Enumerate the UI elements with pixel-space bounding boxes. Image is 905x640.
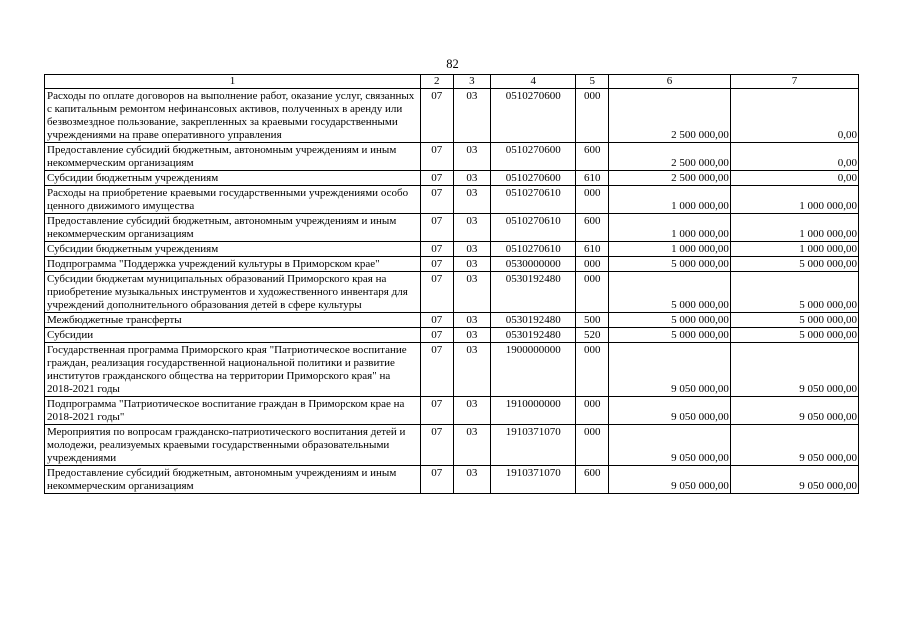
- row-expense-type: 000: [576, 397, 609, 425]
- table-row: [45, 328, 859, 343]
- row-name: Подпрограмма "Поддержка учреждений культуры в Приморском крае": [45, 257, 421, 272]
- row-target-code: 1900000000: [491, 343, 576, 397]
- row-target-code: 0510270610: [491, 186, 576, 214]
- table-row: [45, 242, 859, 257]
- row-subsection: 03: [453, 214, 491, 242]
- row-amount-2020: 2 500 000,00: [608, 89, 730, 143]
- row-section: 07: [421, 397, 454, 425]
- row-section: 07: [421, 171, 454, 186]
- row-name: Расходы по оплате договоров на выполнение работ, оказание услуг, связанных с капитальным ремонтом нефинансовых активов, полученных в аренду или безвозмездное пользование, закрепленных за краевыми государственными учреждениями на праве оперативного управления: [45, 89, 421, 143]
- row-amount-2021: 5 000 000,00: [730, 257, 858, 272]
- row-name: Предоставление субсидий бюджетным, автономным учреждениям и иным некоммерческим организациям: [45, 466, 421, 494]
- row-amount-2021: 0,00: [730, 171, 858, 186]
- table-row: [45, 313, 859, 328]
- row-target-code: 1910000000: [491, 397, 576, 425]
- row-amount-2021: 9 050 000,00: [730, 343, 858, 397]
- row-amount-2020: 9 050 000,00: [608, 425, 730, 466]
- row-target-code: 0510270600: [491, 89, 576, 143]
- row-amount-2020: 9 050 000,00: [608, 397, 730, 425]
- row-target-code: 0530192480: [491, 272, 576, 313]
- header-col-3: 3: [453, 75, 491, 89]
- row-amount-2020: 5 000 000,00: [608, 328, 730, 343]
- page-number: 82: [446, 57, 459, 71]
- row-section: 07: [421, 143, 454, 171]
- row-amount-2021: 5 000 000,00: [730, 328, 858, 343]
- budget-table: [44, 74, 859, 494]
- row-amount-2021: 0,00: [730, 89, 858, 143]
- row-subsection: 03: [453, 89, 491, 143]
- header-row: [45, 75, 859, 89]
- row-target-code: 0510270610: [491, 214, 576, 242]
- row-subsection: 03: [453, 242, 491, 257]
- row-section: 07: [421, 425, 454, 466]
- row-section: 07: [421, 466, 454, 494]
- row-target-code: 0510270600: [491, 143, 576, 171]
- row-subsection: 03: [453, 328, 491, 343]
- table-row: [45, 397, 859, 425]
- row-amount-2020: 5 000 000,00: [608, 313, 730, 328]
- row-amount-2020: 1 000 000,00: [608, 186, 730, 214]
- row-expense-type: 600: [576, 466, 609, 494]
- row-expense-type: 000: [576, 425, 609, 466]
- row-subsection: 03: [453, 425, 491, 466]
- row-expense-type: 610: [576, 171, 609, 186]
- row-name: Расходы на приобретение краевыми государственными учреждениями особо ценного движимого имущества: [45, 186, 421, 214]
- table-row: [45, 257, 859, 272]
- row-name: Предоставление субсидий бюджетным, автономным учреждениям и иным некоммерческим организациям: [45, 214, 421, 242]
- table-row: [45, 214, 859, 242]
- row-amount-2020: 1 000 000,00: [608, 242, 730, 257]
- table-row: [45, 425, 859, 466]
- row-amount-2021: 1 000 000,00: [730, 214, 858, 242]
- table-row: [45, 171, 859, 186]
- row-amount-2020: 1 000 000,00: [608, 214, 730, 242]
- header-col-5: 5: [576, 75, 609, 89]
- row-target-code: 0530000000: [491, 257, 576, 272]
- row-amount-2020: 9 050 000,00: [608, 466, 730, 494]
- header-col-7: 7: [730, 75, 858, 89]
- table-row: [45, 343, 859, 397]
- row-section: 07: [421, 257, 454, 272]
- row-name: Мероприятия по вопросам гражданско-патриотического воспитания детей и молодежи, реализуемых краевыми государственными образовательными учреждениями: [45, 425, 421, 466]
- row-name: Субсидии бюджетным учреждениям: [45, 242, 421, 257]
- row-name: Субсидии бюджетам муниципальных образований Приморского края на приобретение музыкальных инструментов и художественного инвентаря для учреждений дополнительного образования детей в сфере культуры: [45, 272, 421, 313]
- row-section: 07: [421, 214, 454, 242]
- row-amount-2021: 5 000 000,00: [730, 272, 858, 313]
- table-row: [45, 89, 859, 143]
- header-col-6: 6: [608, 75, 730, 89]
- row-subsection: 03: [453, 272, 491, 313]
- row-name: Государственная программа Приморского края "Патриотическое воспитание граждан, реализация государственной национальной политики и развитие институтов гражданского общества на территории Приморского края" на 2018-2021 годы: [45, 343, 421, 397]
- row-amount-2021: 0,00: [730, 143, 858, 171]
- row-section: 07: [421, 272, 454, 313]
- row-expense-type: 000: [576, 343, 609, 397]
- table-row: [45, 143, 859, 171]
- row-name: Предоставление субсидий бюджетным, автономным учреждениям и иным некоммерческим организациям: [45, 143, 421, 171]
- row-amount-2020: 5 000 000,00: [608, 257, 730, 272]
- row-name: Межбюджетные трансферты: [45, 313, 421, 328]
- row-subsection: 03: [453, 171, 491, 186]
- row-amount-2021: 9 050 000,00: [730, 397, 858, 425]
- row-amount-2021: 1 000 000,00: [730, 242, 858, 257]
- row-subsection: 03: [453, 343, 491, 397]
- row-amount-2020: 2 500 000,00: [608, 171, 730, 186]
- row-subsection: 03: [453, 143, 491, 171]
- row-section: 07: [421, 242, 454, 257]
- row-subsection: 03: [453, 257, 491, 272]
- row-amount-2020: 9 050 000,00: [608, 343, 730, 397]
- row-subsection: 03: [453, 466, 491, 494]
- row-expense-type: 600: [576, 214, 609, 242]
- row-expense-type: 000: [576, 272, 609, 313]
- table-row: [45, 186, 859, 214]
- row-name: Субсидии: [45, 328, 421, 343]
- row-subsection: 03: [453, 397, 491, 425]
- row-expense-type: 000: [576, 257, 609, 272]
- row-expense-type: 600: [576, 143, 609, 171]
- header-col-4: 4: [491, 75, 576, 89]
- row-target-code: 0530192480: [491, 313, 576, 328]
- row-target-code: 1910371070: [491, 425, 576, 466]
- table-row: [45, 272, 859, 313]
- table-row: [45, 466, 859, 494]
- row-amount-2021: 1 000 000,00: [730, 186, 858, 214]
- row-subsection: 03: [453, 186, 491, 214]
- row-expense-type: 500: [576, 313, 609, 328]
- row-target-code: 1910371070: [491, 466, 576, 494]
- row-expense-type: 610: [576, 242, 609, 257]
- row-section: 07: [421, 343, 454, 397]
- header-col-2: 2: [421, 75, 454, 89]
- row-amount-2021: 5 000 000,00: [730, 313, 858, 328]
- row-name: Подпрограмма "Патриотическое воспитание граждан в Приморском крае на 2018-2021 годы": [45, 397, 421, 425]
- row-amount-2020: 2 500 000,00: [608, 143, 730, 171]
- row-target-code: 0510270600: [491, 171, 576, 186]
- row-amount-2021: 9 050 000,00: [730, 466, 858, 494]
- row-subsection: 03: [453, 313, 491, 328]
- row-amount-2020: 5 000 000,00: [608, 272, 730, 313]
- row-name: Субсидии бюджетным учреждениям: [45, 171, 421, 186]
- row-target-code: 0530192480: [491, 328, 576, 343]
- row-target-code: 0510270610: [491, 242, 576, 257]
- header-col-1: 1: [45, 75, 421, 89]
- row-expense-type: 520: [576, 328, 609, 343]
- row-section: 07: [421, 328, 454, 343]
- row-section: 07: [421, 313, 454, 328]
- row-section: 07: [421, 89, 454, 143]
- row-expense-type: 000: [576, 89, 609, 143]
- row-amount-2021: 9 050 000,00: [730, 425, 858, 466]
- row-section: 07: [421, 186, 454, 214]
- row-expense-type: 000: [576, 186, 609, 214]
